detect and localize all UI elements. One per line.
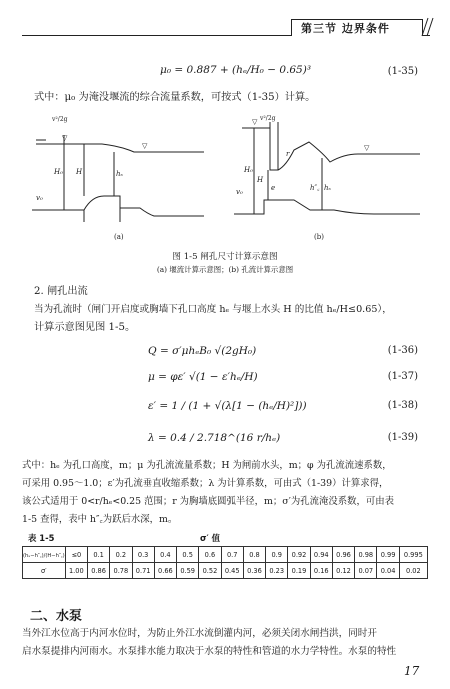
table-cell: 0.4 xyxy=(154,547,176,563)
table-row-label: σ′ xyxy=(23,563,66,579)
figure-b-hs-label: hₛ xyxy=(324,184,331,192)
figure-a-H-label: H xyxy=(76,168,83,176)
section-heading-pumps: 二、水泵 xyxy=(30,609,83,624)
table-cell: 0.9 xyxy=(266,547,288,563)
paragraph-definitions-3: 该公式适用于 0<r/hₑ<0.25 范围；r 为胸墙底圆弧半径，m；σ′为孔流淹没系数，可由表 xyxy=(22,496,394,507)
table-cell: 0.7 xyxy=(221,547,243,563)
figure-subcaption: (a) 堰流计算示意图；(b) 孔流计算示意图 xyxy=(156,265,294,274)
equation-1-35: μ₀ = 0.887 + (hₑ/H₀ − 0.65)³ xyxy=(160,64,312,76)
svg-text:▽: ▽ xyxy=(62,134,68,142)
figure-b-H-label: H xyxy=(257,176,264,184)
figure-b-H0-label: H₀ xyxy=(244,166,253,174)
table-cell: 0.99 xyxy=(377,547,399,563)
paragraph-pumps-1: 当外江水位高于内河水位时，为防止外江水流倒灌内河，必须关闭水闸挡洪，同时开 xyxy=(22,628,377,639)
table-cell: 0.2 xyxy=(110,547,132,563)
figure-a-label: (a) xyxy=(114,233,124,241)
equation-1-39: λ = 0.4 / 2.718^(16 r/hₑ) xyxy=(148,432,281,444)
paragraph-definitions-4: 1-5 查得，表中 h″꜀为跃后水深，m。 xyxy=(22,514,178,525)
figure-a-weir xyxy=(32,134,204,222)
table-cell: 0.78 xyxy=(110,563,132,579)
table-cell: ≤0 xyxy=(65,547,87,563)
figure-a-hs-label: hₛ xyxy=(116,170,123,178)
svg-text:▽: ▽ xyxy=(364,144,370,152)
figure-a-v0-label: v₀ xyxy=(36,194,43,202)
table-cell: 0.02 xyxy=(399,563,427,579)
paragraph-definitions-2: 可采用 0.95～1.0；ε′为孔流垂直收缩系数；λ 为计算系数，可由式（1-39）计算求得， xyxy=(22,478,389,489)
table-cell: 0.59 xyxy=(177,563,199,579)
table-cell: 0.8 xyxy=(243,547,265,563)
header-slash-decoration xyxy=(418,14,438,38)
table-cell: 0.98 xyxy=(355,547,377,563)
table-cell: 0.94 xyxy=(310,547,332,563)
equation-1-38: ε′ = 1 / (1 + √(λ[1 − (hₑ/H)²])) xyxy=(148,400,307,412)
paragraph-orifice-a: 当为孔流时（闸门开启度或胸墙下孔口高度 hₑ 与堰上水头 H 的比值 hₑ/H≤0.65）， xyxy=(34,304,392,315)
figure-b-v2g-label: v²/2g xyxy=(260,115,276,122)
figure-1-5-diagram xyxy=(24,110,428,250)
figure-a-v2g-label: v²/2g xyxy=(52,116,68,123)
paragraph-mu0: 式中：μ₀ 为淹没堰流的综合流量系数，可按式（1-35）计算。 xyxy=(34,92,316,103)
figure-b-hc2-label: h″꜀ xyxy=(310,184,320,192)
page-number: 17 xyxy=(404,664,420,678)
paragraph-orifice-b: 计算示意图见图 1-5。 xyxy=(34,322,136,333)
equation-1-37: μ = φε′ √(1 − ε′hₑ/H) xyxy=(148,371,258,383)
table-cell: 0.71 xyxy=(132,563,154,579)
figure-a-H0-label: H₀ xyxy=(54,168,63,176)
table-row-label: (hₛ−h″꜀)/(H−h″꜀) xyxy=(23,547,66,563)
figure-caption: 图 1-5 闸孔尺寸计算示意图 xyxy=(172,252,278,262)
table-cell: 0.86 xyxy=(87,563,109,579)
figure-b-v0-label: v₀ xyxy=(236,188,243,196)
table-cell: 0.5 xyxy=(177,547,199,563)
table-cell: 1.00 xyxy=(65,563,87,579)
figure-b-e-label: e xyxy=(271,184,276,192)
equation-number-1-36: (1-36) xyxy=(387,345,418,356)
equation-number-1-37: (1-37) xyxy=(387,371,418,382)
table-cell: 0.23 xyxy=(266,563,288,579)
equation-number-1-35: (1-35) xyxy=(387,66,418,77)
table-cell: 0.16 xyxy=(310,563,332,579)
table-cell: 0.6 xyxy=(199,547,221,563)
table-cell: 0.45 xyxy=(221,563,243,579)
table-cell: 0.995 xyxy=(399,547,427,563)
table-cell: 0.1 xyxy=(87,547,109,563)
table-cell: 0.12 xyxy=(332,563,354,579)
table-cell: 0.66 xyxy=(154,563,176,579)
table-cell: 0.04 xyxy=(377,563,399,579)
equation-number-1-38: (1-38) xyxy=(387,400,418,411)
equation-number-1-39: (1-39) xyxy=(387,432,418,443)
table-cell: 0.52 xyxy=(199,563,221,579)
figure-b-r-label: r xyxy=(286,150,290,158)
paragraph-pumps-2: 启水泵提排内河雨水。水泵排水能力取决于水泵的特性和管道的水力学特性。水泵的特性 xyxy=(22,646,397,657)
section-2-heading: 2. 闸孔出流 xyxy=(34,286,88,297)
table-cell: 0.36 xyxy=(243,563,265,579)
table-cell: 0.96 xyxy=(332,547,354,563)
table-title: 表 1-5 xyxy=(28,533,55,543)
figure-b-orifice xyxy=(234,118,420,214)
paragraph-definitions-1: 式中：hₑ 为孔口高度，m；μ 为孔流流量系数；H 为闸前水头，m；φ 为孔流流速系数， xyxy=(22,460,392,471)
table-1-5 xyxy=(22,546,428,579)
table-cell: 0.3 xyxy=(132,547,154,563)
table-row xyxy=(23,563,428,579)
svg-text:▽: ▽ xyxy=(142,142,148,150)
table-cell: 0.19 xyxy=(288,563,310,579)
table-cell: 0.92 xyxy=(288,547,310,563)
header-title: 第三节 边界条件 xyxy=(301,22,390,35)
table-sigma-heading: σ′ 值 xyxy=(200,533,221,543)
table-row xyxy=(23,547,428,563)
equation-1-36: Q = σ′μhₑB₀ √(2gH₀) xyxy=(148,345,257,357)
figure-b-label: (b) xyxy=(314,233,324,241)
table-cell: 0.07 xyxy=(355,563,377,579)
svg-text:▽: ▽ xyxy=(252,118,258,126)
